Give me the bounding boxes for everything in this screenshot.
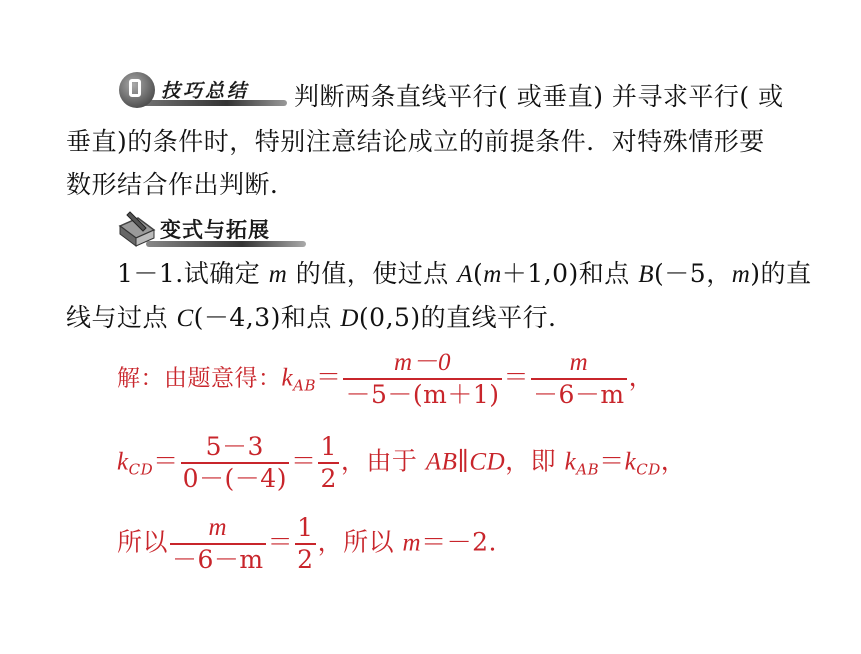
tip-text-line-2: 垂直)的条件时，特别注意结论成立的前提条件．对特殊情形要: [66, 127, 765, 156]
problem-line-2: [66, 302, 574, 335]
equals-sign: ＝: [503, 362, 530, 392]
subscript-cd: CD: [128, 460, 154, 479]
var-m: m: [483, 261, 502, 288]
solution-text: ，所以: [317, 527, 403, 557]
problem-text: )的直: [750, 259, 812, 288]
fraction-denominator: －6－m: [172, 545, 264, 574]
parallel-statement: AB∥CD: [425, 448, 506, 476]
comma: ，: [660, 446, 687, 476]
variation-extension-badge: [116, 208, 306, 252]
var-m: m: [731, 261, 751, 288]
solution-text: ，即: [505, 446, 565, 476]
fraction-numerator: m: [531, 348, 627, 380]
var-k: k: [117, 448, 129, 476]
tip-summary-badge: [119, 70, 287, 114]
problem-text: (－4,3)和点: [193, 303, 341, 332]
var-k: k: [564, 448, 577, 476]
fraction-half: [318, 432, 338, 494]
solution-text: ，由于: [340, 446, 426, 476]
tip-text-line-1: 判断两条直线平行( 或垂直) 并寻求平行( 或: [294, 82, 784, 111]
fraction-denominator: 2: [297, 545, 314, 574]
fraction-4: [170, 513, 266, 575]
solution-text: 所以: [117, 527, 169, 557]
fraction-numerator: m: [170, 513, 266, 545]
fraction-1: [343, 348, 501, 410]
problem-line-1: [117, 258, 812, 291]
solution-line-3: [117, 513, 497, 575]
fraction-numerator: 1: [295, 513, 315, 545]
problem-text: 线与过点: [66, 303, 177, 332]
equals-sign: ＝: [290, 446, 317, 476]
point-b: B: [638, 261, 655, 288]
fraction-2: [531, 348, 627, 410]
equals-sign: ＝: [267, 527, 294, 557]
fraction-3: [181, 432, 289, 494]
fraction-half: [295, 513, 315, 575]
var-k: k: [281, 364, 294, 392]
equals-sign: ＝: [599, 446, 625, 476]
problem-text: (－5，: [654, 259, 732, 288]
solution-text: ＝－2.: [421, 527, 497, 557]
subscript-ab: AB: [576, 460, 600, 479]
lightbulb-icon: [119, 72, 155, 108]
problem-text: (: [472, 259, 484, 288]
fraction-denominator: 2: [320, 464, 337, 493]
var-k: k: [624, 448, 637, 476]
solution-line-2: [117, 432, 686, 494]
book-pencil-icon: [116, 208, 158, 248]
fraction-numerator: 5－3: [181, 432, 289, 464]
tip-summary-label: 技巧总结: [161, 80, 250, 102]
fraction-denominator: －6－m: [533, 380, 625, 409]
tip-text-line-3: 数形结合作出判断．: [66, 170, 296, 199]
point-c: C: [176, 305, 194, 332]
fraction-numerator: m－0: [343, 348, 501, 380]
problem-text: 的值，使过点: [287, 259, 458, 288]
problem-text: (0,5)的直线平行．: [358, 303, 574, 332]
solution-label: 解：由题意得：: [117, 365, 282, 392]
subscript-ab: AB: [293, 376, 316, 395]
equals-sign: ＝: [153, 446, 179, 476]
fraction-numerator: 1: [318, 432, 338, 464]
comma: ，: [628, 362, 655, 392]
var-m: m: [268, 261, 288, 288]
variation-extension-label: 变式与拓展: [160, 218, 270, 242]
solution-line-1: [117, 348, 654, 410]
point-d: D: [340, 305, 359, 332]
point-a: A: [457, 261, 473, 288]
fraction-denominator: 0－(－4): [182, 464, 287, 493]
problem-text: 1－1.试确定: [117, 259, 269, 288]
var-m: m: [402, 529, 422, 557]
subscript-cd: CD: [636, 460, 661, 479]
equals-sign: ＝: [315, 362, 342, 392]
fraction-denominator: －5－(m＋1): [345, 380, 500, 409]
problem-text: ＋1,0)和点: [501, 259, 639, 288]
